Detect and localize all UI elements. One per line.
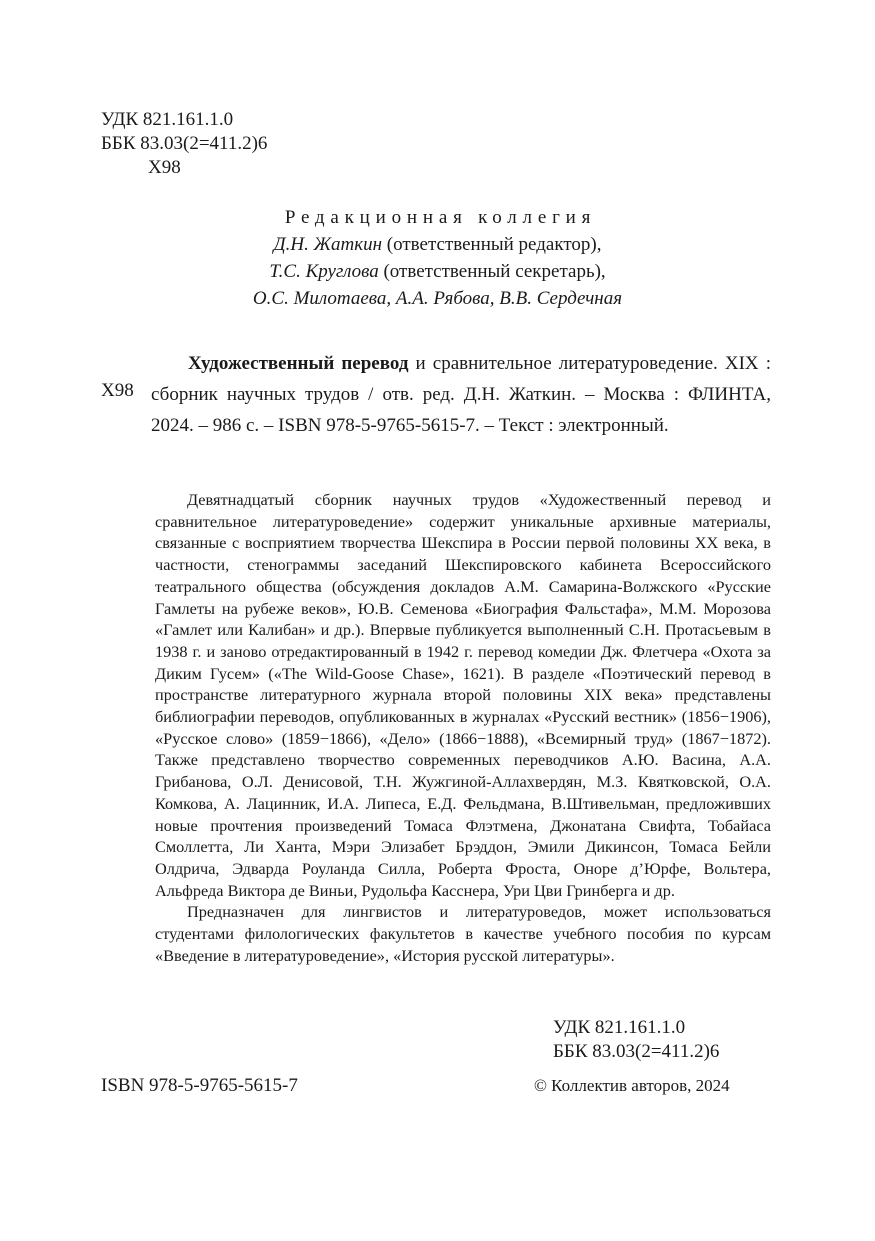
bibliographic-details: и сравнительное литературоведение. XIX : сборник научных трудов / отв. ред. Д.Н. Жаткин. – Москва : ФЛИНТА, 2024. – 986 с. – ISBN 978-5-9765-5615-7. – Текст : электронный. bbox=[151, 353, 772, 436]
abstract-paragraph: Девятнадцатый сборник научных трудов «Художественный перевод и сравнительное литературоведение» содержит уникальные архивные материалы, связанные с восприятием творчества Шекспира в России первой половины XX века, в частности, стенограммы заседаний Шекспировского кабинета Всероссийского театрального общества (обсуждения докладов А.М. Самарина-Волжского «Русские Гамлеты на рубеже веков», Ю.В. Семенова «Биография Фальстафа», М.М. Морозова «Гамлет или Калибан» и др.). Впервые публикуется выполненный С.Н. Протасьевым в 1938 г. и заново отредактированный в 1942 г. перевод комедии Дж. Флетчера «Охота за Диким Гусем» («The Wild-Goose Chase», 1621). В разделе «Поэтический перевод в пространстве литературного журнала второй половины XIX века» представлены библиографии переводов, опубликованных в журналах «Русский вестник» (1856−1906), «Русское слово» (1859−1866), «Дело» (1866−1888), «Всемирный труд» (1867−1872). Также представлено творчество современных переводчиков А.Ю. Васина, А.А. Грибанова, О.Л. Денисовой, Т.Н. Жужгиной-Аллахвердян, М.З. Квятковской, О.А. Комкова, А. Лацинник, И.А. Липеса, Е.Д. Фельдмана, В.Штивельман, предложивших новые прочтения произведений Томаса Флэтмена, Джонатана Свифта, Тобайаса Смоллетта, Ли Ханта, Мэри Элизабет Брэддон, Эмили Дикинсон, Томаса Бейли Олдрича, Эдварда Роуланда Силла, Роберта Фроста, Оноре д’Юрфе, Вольтера, Альфреда Виктора де Виньи, Рудольфа Касснера, Ури Цви Гринберга и др. bbox=[155, 490, 771, 900]
board-member bbox=[0, 231, 875, 258]
isbn: ISBN 978-5-9765-5615-7 bbox=[101, 1075, 298, 1096]
member-name: О.С. Милотаева, А.А. Рябова, В.В. Сердечная bbox=[252, 288, 623, 309]
member-name: Т.С. Круглова bbox=[269, 261, 379, 282]
board-member bbox=[0, 258, 875, 285]
board-member bbox=[0, 285, 875, 312]
bibliographic-record bbox=[151, 348, 771, 441]
book-title: Художественный перевод bbox=[188, 353, 409, 374]
author-mark: Х98 bbox=[148, 157, 181, 178]
udk-code: УДК 821.161.1.0 bbox=[101, 109, 234, 130]
abstract-paragraph: Предназначен для лингвистов и литературоведов, может использоваться студентами филологических факультетов в качестве учебного пособия по курсам «Введение в литературоведение», «История русской литературы». bbox=[155, 902, 771, 965]
abstract bbox=[155, 489, 771, 966]
member-name: Д.Н. Жаткин bbox=[273, 234, 383, 255]
editorial-board bbox=[0, 204, 875, 312]
member-role: (ответственный секретарь), bbox=[378, 261, 606, 282]
footer-codes bbox=[553, 1016, 719, 1064]
member-role: (ответственный редактор), bbox=[382, 234, 602, 255]
copyright: © Коллектив авторов, 2024 bbox=[534, 1076, 730, 1095]
biblio-author-mark: Х98 bbox=[101, 380, 134, 401]
footer-udk-code: УДК 821.161.1.0 bbox=[553, 1017, 686, 1038]
bbk-code: ББК 83.03(2=411.2)6 bbox=[101, 133, 268, 154]
classification-codes bbox=[101, 108, 267, 180]
editorial-board-heading: Редакционная коллегия bbox=[284, 207, 597, 228]
footer-bbk-code: ББК 83.03(2=411.2)6 bbox=[553, 1041, 720, 1062]
